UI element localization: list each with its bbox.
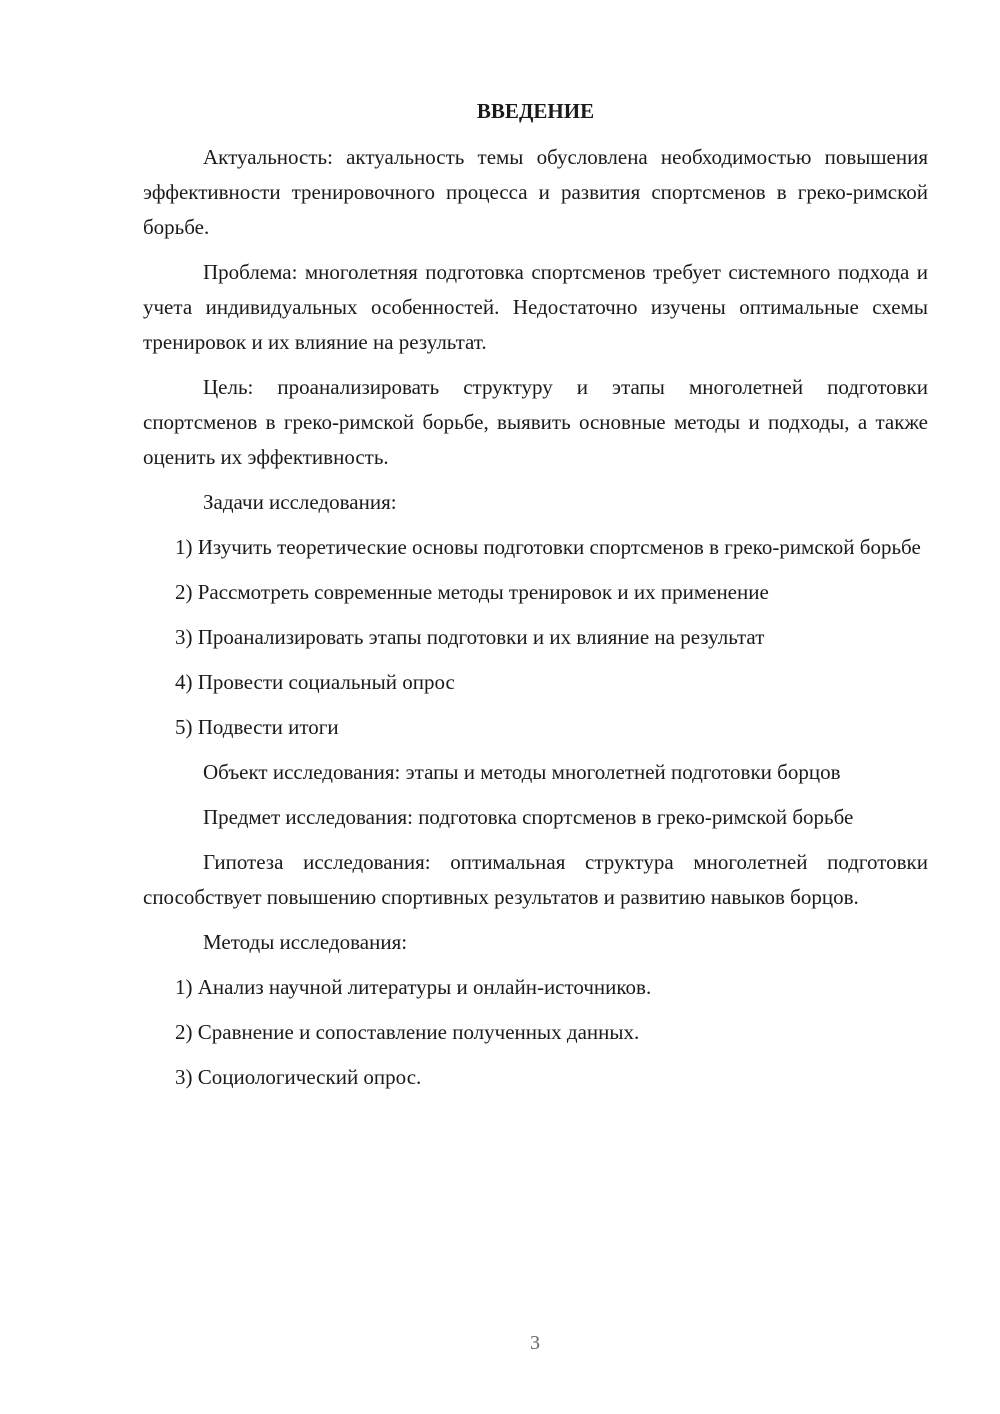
method-item-3: 3) Социологический опрос.	[175, 1065, 422, 1089]
relevance-paragraph: Актуальность: актуальность темы обусловлена необходимостью повышения эффективности тренировочного процесса и развития спортсменов в греко-римской борьбе.	[143, 145, 928, 239]
task-item-4: 4) Провести социальный опрос	[175, 670, 455, 694]
problem-paragraph: Проблема: многолетняя подготовка спортсменов требует системного подхода и учета индивидуальных особенностей. Недостаточно изучены оптимальные схемы тренировок и их влияние на результат.	[143, 260, 928, 354]
task-item-3: 3) Проанализировать этапы подготовки и их влияние на результат	[175, 625, 765, 649]
document-page	[143, 92, 928, 1105]
object-paragraph: Объект исследования: этапы и методы многолетней подготовки борцов	[203, 760, 841, 784]
section-title: ВВЕДЕНИЕ	[476, 99, 595, 123]
subject-paragraph: Предмет исследования: подготовка спортсменов в греко-римской борьбе	[203, 805, 854, 829]
hypothesis-paragraph: Гипотеза исследования: оптимальная структура многолетней подготовки способствует повышению спортивных результатов и развитию навыков борцов.	[143, 850, 928, 909]
methods-label: Методы исследования:	[203, 930, 408, 954]
goal-paragraph: Цель: проанализировать структуру и этапы многолетней подготовки спортсменов в греко-римской борьбе, выявить основные методы и подходы, а также оценить их эффективность.	[143, 375, 928, 469]
tasks-label: Задачи исследования:	[203, 490, 397, 514]
task-item-1: 1) Изучить теоретические основы подготовки спортсменов в греко-римской борьбе	[175, 535, 921, 559]
task-item-2: 2) Рассмотреть современные методы тренировок и их применение	[175, 580, 769, 604]
method-item-1: 1) Анализ научной литературы и онлайн-источников.	[175, 975, 652, 999]
task-item-5: 5) Подвести итоги	[175, 715, 339, 739]
method-item-2: 2) Сравнение и сопоставление полученных данных.	[175, 1020, 640, 1044]
page-number: 3	[530, 1332, 540, 1354]
